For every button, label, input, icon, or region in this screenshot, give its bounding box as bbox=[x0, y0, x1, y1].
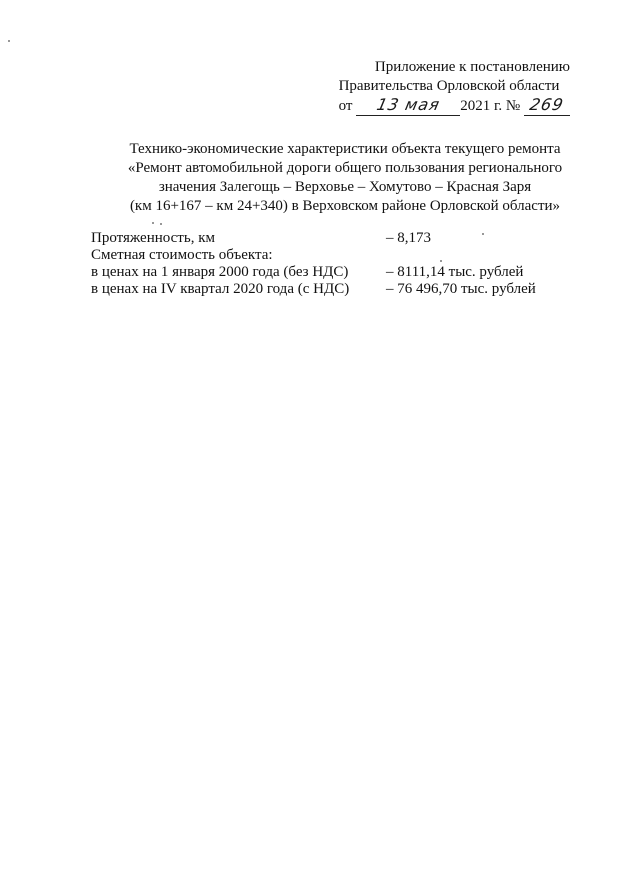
title-line-1: Технико-экономические характеристики объекта текущего ремонта bbox=[129, 141, 561, 157]
spec-row bbox=[91, 264, 591, 281]
spec-label: в ценах на 1 января 2000 года (без НДС) bbox=[91, 264, 349, 280]
appendix-line-1: Приложение к постановлению bbox=[374, 59, 570, 75]
scan-speck bbox=[8, 40, 10, 42]
appendix-line-2: Правительства Орловской области bbox=[338, 78, 560, 94]
spec-row bbox=[91, 230, 591, 247]
scan-speck bbox=[160, 223, 162, 225]
scan-speck bbox=[152, 222, 154, 224]
spec-label: в ценах на IV квартал 2020 года (с НДС) bbox=[91, 281, 350, 297]
specs-table bbox=[91, 230, 591, 298]
document-title bbox=[60, 140, 630, 216]
scan-speck bbox=[482, 233, 484, 235]
spec-label: Сметная стоимость объекта: bbox=[91, 247, 273, 263]
date-prefix: от bbox=[338, 98, 353, 114]
spec-row bbox=[91, 247, 591, 264]
date-handwritten: 13 мая bbox=[374, 95, 442, 114]
scan-speck bbox=[440, 260, 442, 262]
appendix-header bbox=[310, 58, 570, 116]
spec-row bbox=[91, 281, 591, 298]
year-text: 2021 г. № bbox=[460, 98, 521, 114]
spec-value: – 8,173 bbox=[386, 230, 431, 246]
spec-value: – 76 496,70 тыс. рублей bbox=[386, 281, 536, 297]
spec-label: Протяженность, км bbox=[91, 230, 215, 246]
appendix-date-line bbox=[310, 96, 570, 116]
title-line-4: (км 16+167 – км 24+340) в Верховском районе Орловской области» bbox=[129, 198, 561, 214]
title-line-3: значения Залегощь – Верховье – Хомутово – Красная Заря bbox=[158, 179, 532, 195]
spec-value: – 8111,14 тыс. рублей bbox=[386, 264, 524, 280]
number-handwritten-field bbox=[524, 96, 570, 116]
number-handwritten: 269 bbox=[528, 95, 566, 114]
date-handwritten-field bbox=[356, 96, 460, 116]
title-line-2: «Ремонт автомобильной дороги общего пользования регионального bbox=[127, 160, 563, 176]
